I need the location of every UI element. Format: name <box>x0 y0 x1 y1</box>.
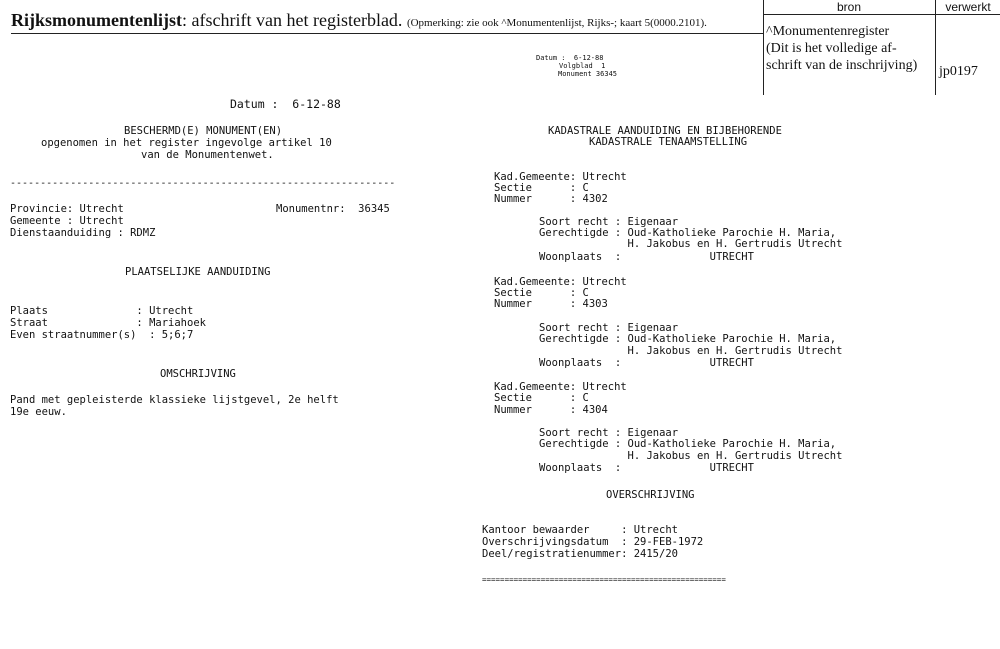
gemeente: Gemeente : Utrecht <box>10 215 124 227</box>
parcel-nummer: Nummer : 4304 <box>494 404 608 416</box>
left-divider: ---------------------------------------------------------------- <box>10 178 396 189</box>
bron-line: (Dit is het volledige af- <box>766 41 897 56</box>
kadastrale-heading-2: KADASTRALE TENAAMSTELLING <box>589 136 748 148</box>
left-heading-1: BESCHERMD(E) MONUMENT(EN) <box>124 125 283 137</box>
table-header-rule <box>763 14 1000 15</box>
parcel-sectie: Sectie : C <box>494 287 589 299</box>
parcel-nummer: Nummer : 4302 <box>494 193 608 205</box>
parcel-soort-recht: Soort recht : Eigenaar <box>539 216 679 228</box>
deel-registratienummer: Deel/registratienummer: 2415/20 <box>482 548 678 560</box>
omschrijving-heading: OMSCHRIJVING <box>160 368 236 380</box>
parcel-soort-recht: Soort recht : Eigenaar <box>539 322 679 334</box>
parcel-gerechtigde: Gerechtigde : Oud-Katholieke Parochie H. Maria, <box>539 333 837 345</box>
parcel-woonplaats: Woonplaats : UTRECHT <box>539 251 754 263</box>
provincie: Provincie: Utrecht <box>10 203 124 215</box>
parcel-gerechtigde-2: H. Jakobus en H. Gertrudis Utrecht <box>539 238 843 250</box>
header-rule <box>11 33 763 34</box>
parcel-gemeente: Kad.Gemeente: Utrecht <box>494 381 627 393</box>
small-header-datum: Datum : 6-12-88 <box>536 54 604 62</box>
title-note: (Opmerking: zie ook ^Monumentenlijst, Rijks-; kaart 5(0000.2101). <box>406 17 707 29</box>
kantoor-bewaarder: Kantoor bewaarder : Utrecht <box>482 524 678 536</box>
title-rest: : afschrift van het registerblad. <box>182 10 403 30</box>
omschrijving-line: Pand met gepleisterde klassieke lijstgevel, 2e helft <box>10 394 339 406</box>
parcel-gemeente: Kad.Gemeente: Utrecht <box>494 276 627 288</box>
parcel-gerechtigde: Gerechtigde : Oud-Katholieke Parochie H. Maria, <box>539 438 837 450</box>
parcel-sectie: Sectie : C <box>494 392 589 404</box>
bron-line: schrift van de inschrijving) <box>766 58 918 73</box>
parcel-soort-recht: Soort recht : Eigenaar <box>539 427 679 439</box>
parcel-gerechtigde-2: H. Jakobus en H. Gertrudis Utrecht <box>539 345 843 357</box>
left-heading-2: opgenomen in het register ingevolge artikel 10 <box>41 137 332 149</box>
source-table <box>763 0 1000 95</box>
left-datum: Datum : 6-12-88 <box>230 97 341 111</box>
bron-line: ^Monumentenregister <box>766 24 890 39</box>
overschrijvingsdatum: Overschrijvingsdatum : 29-FEB-1972 <box>482 536 704 548</box>
verwerkt-value: jp0197 <box>939 64 978 79</box>
even-straatnummer: Even straatnummer(s) : 5;6;7 <box>10 329 194 341</box>
small-header-volgblad: Volgblad 1 <box>559 62 606 70</box>
monumentnr: Monumentnr: 36345 <box>276 203 390 215</box>
omschrijving-line: 19e eeuw. <box>10 406 67 418</box>
small-header-monument: Monument 36345 <box>558 70 618 78</box>
verwerkt-header: verwerkt <box>945 0 991 14</box>
straat: Straat : Mariahoek <box>10 317 206 329</box>
plaatselijke-heading: PLAATSELIJKE AANDUIDING <box>125 266 271 278</box>
parcel-gerechtigde-2: H. Jakobus en H. Gertrudis Utrecht <box>539 450 843 462</box>
document-title <box>11 10 707 31</box>
parcel-woonplaats: Woonplaats : UTRECHT <box>539 357 754 369</box>
overschrijving-heading: OVERSCHRIJVING <box>606 489 695 501</box>
parcel-gerechtigde: Gerechtigde : Oud-Katholieke Parochie H. Maria, <box>539 227 837 239</box>
parcel-gemeente: Kad.Gemeente: Utrecht <box>494 171 627 183</box>
parcel-sectie: Sectie : C <box>494 182 589 194</box>
left-heading-3: van de Monumentenwet. <box>141 149 274 161</box>
bron-header: bron <box>836 0 862 14</box>
title-bold: Rijksmonumentenlijst <box>11 10 183 30</box>
dienstaanduiding: Dienstaanduiding : RDMZ <box>10 227 156 239</box>
parcel-nummer: Nummer : 4303 <box>494 298 608 310</box>
right-divider: ====================================================== <box>482 575 726 584</box>
bron-value <box>766 23 938 74</box>
kadastrale-heading-1: KADASTRALE AANDUIDING EN BIJBEHORENDE <box>548 125 782 137</box>
parcel-woonplaats: Woonplaats : UTRECHT <box>539 462 754 474</box>
plaats: Plaats : Utrecht <box>10 305 194 317</box>
